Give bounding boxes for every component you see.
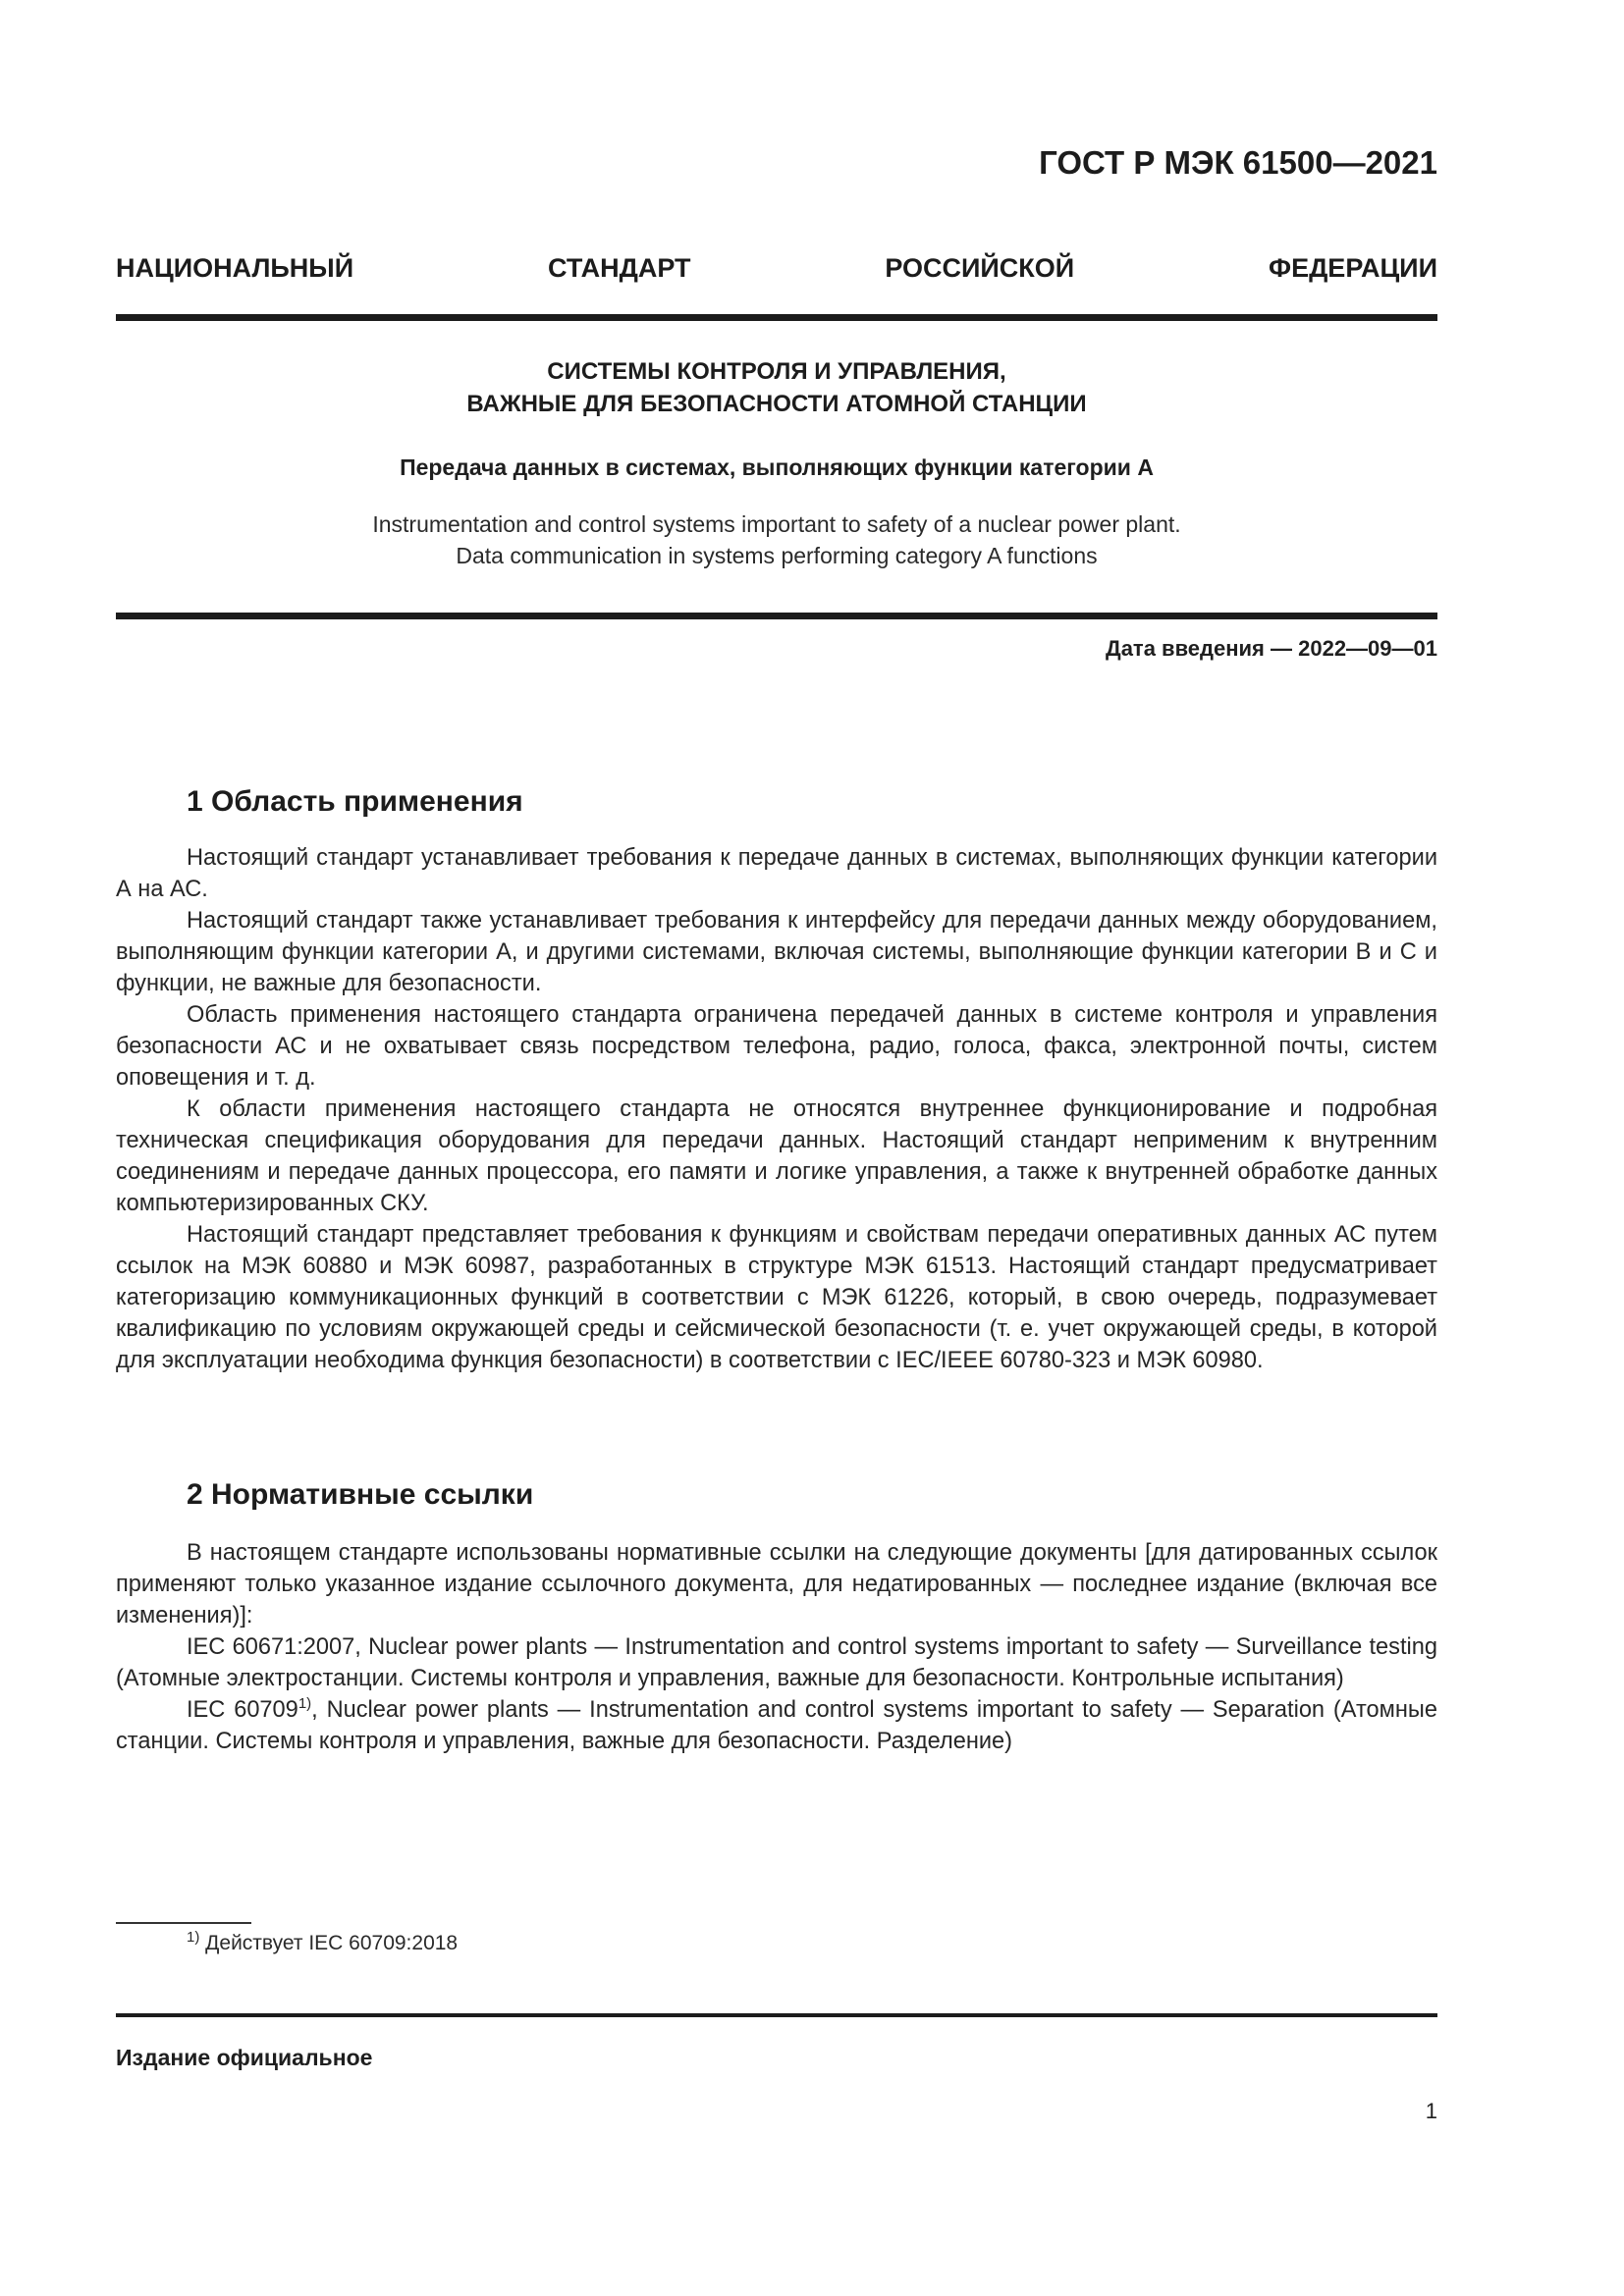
title-line-2: ВАЖНЫЕ ДЛЯ БЕЗОПАСНОСТИ АТОМНОЙ СТАНЦИИ: [466, 391, 1087, 417]
page-number: 1: [1425, 2099, 1437, 2123]
section-1-paragraph: Настоящий стандарт устанавливает требования к передаче данных в системах, выполняющих функции категории А на АС.: [116, 845, 1437, 902]
english-title-line-2: Data communication in systems performing category A functions: [456, 543, 1098, 568]
normative-reference: [116, 1694, 1437, 1757]
title-divider: [116, 613, 1437, 619]
reference-code: IEC 60709: [187, 1697, 298, 1723]
footnote: [187, 1929, 459, 1955]
section-1-paragraph: Область применения настоящего стандарта ограничена передачей данных в системе контроля и управления безопасности АС и не охватывает связь посредством телефона, радио, голоса, факса, электронной почты, систем оповещения и т. д.: [116, 1002, 1437, 1091]
section-1-heading: 1 Область применения: [187, 785, 523, 818]
title-line-1: СИСТЕМЫ КОНТРОЛЯ И УПРАВЛЕНИЯ,: [547, 358, 1006, 385]
normative-reference: IEC 60671:2007, Nuclear power plants — Instrumentation and control systems important to safety — Surveillance testing (Атомные электростанции. Системы контроля и управления, важные для безопасности. Контрольные испытания): [116, 1634, 1437, 1691]
english-title: [116, 508, 1437, 571]
header-divider: [116, 314, 1437, 321]
national-standard-title: НАЦИОНАЛЬНЫЙ СТАНДАРТ РОССИЙСКОЙ ФЕДЕРАЦИИ: [116, 253, 1437, 283]
title-block: [116, 355, 1437, 571]
introduction-date: Дата введения — 2022—09—01: [1106, 636, 1437, 661]
section-1-paragraph: Настоящий стандарт представляет требования к функциям и свойствам передачи оперативных данных АС путем ссылок на МЭК 60880 и МЭК 60987, разработанных в структуре МЭК 61513. Настоящий стандарт предусматривает категоризацию коммуникационных функций в соответствии с МЭК 61226, который, в свою очередь, подразумевает квалификацию по условиям окружающей среды и сейсмической безопасности (т. е. учет окружающей среды, в которой для эксплуатации необходима функция безопасности) в соответствии с IEC/IEEE 60780-323 и МЭК 60980.: [116, 1222, 1437, 1373]
footnote-reference[interactable]: 1): [298, 1695, 312, 1713]
section-2-paragraph: В настоящем стандарте использованы нормативные ссылки на следующие документы [для датированных ссылок применяют только указанное издание ссылочного документа, для недатированных — последнее издание (включая все изменения)]:: [116, 1540, 1437, 1629]
document-subtitle: Передача данных в системах, выполняющих функции категории А: [400, 454, 1154, 480]
reference-title: , Nuclear power plants — Instrumentation and control systems important to safety — Separation (Атомные станции. Системы контроля и управления, важные для безопасности. Разделение): [116, 1697, 1437, 1754]
english-title-line-1: Instrumentation and control systems important to safety of a nuclear power plant.: [372, 511, 1181, 537]
footnote-divider: [116, 1922, 251, 1924]
footer-divider: [116, 2013, 1437, 2017]
section-1-paragraph: К области применения настоящего стандарта не относятся внутреннее функционирование и подробная техническая спецификация оборудования для передачи данных. Настоящий стандарт неприменим к внутренним соединениям и передаче данных процессора, его памяти и логике управления, а также к внутренней обработке данных компьютеризированных СКУ.: [116, 1096, 1437, 1216]
official-edition-label: Издание официальное: [116, 2045, 373, 2070]
section-1-body: [116, 842, 1437, 1376]
footnote-text: Действует IEC 60709:2018: [199, 1932, 459, 1954]
section-2-heading: 2 Нормативные ссылки: [187, 1478, 534, 1511]
footnote-marker: 1): [187, 1929, 200, 1946]
document-code: ГОСТ Р МЭК 61500—2021: [1039, 144, 1437, 181]
section-1-paragraph: Настоящий стандарт также устанавливает требования к интерфейсу для передачи данных между оборудованием, выполняющим функции категории А, и другими системами, включая системы, выполняющие функции категории В и С и функции, не важные для безопасности.: [116, 908, 1437, 996]
section-2-body: [116, 1537, 1437, 1757]
